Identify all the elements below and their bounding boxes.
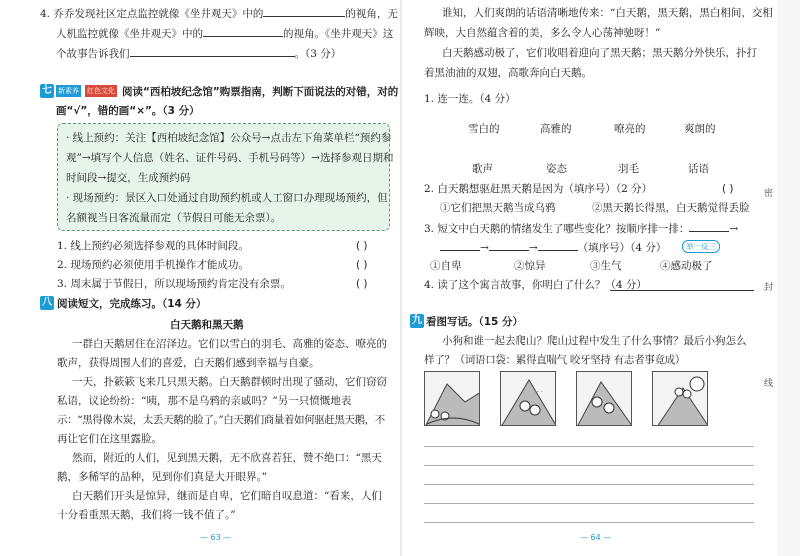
story-line: 示：“黑得像木炭，太丢天鹅的脸了。”白天鹅们商量着如何驱赶黑天鹅，不 (57, 414, 385, 426)
answer-blank[interactable] (263, 6, 345, 17)
story-line: 歌声，获得周围人们的喜爱，白天鹅们感到幸福与自豪。 (57, 357, 320, 369)
mountain-illustration (501, 372, 556, 426)
arrow: → (480, 242, 489, 254)
picture-2 (500, 371, 556, 426)
match-bottom-word[interactable]: 羽毛 (618, 163, 639, 175)
section-8-title: 阅读短文，完成练习。（14 分） (57, 298, 207, 310)
writing-line[interactable] (424, 503, 754, 504)
match-bottom-word[interactable]: 话语 (688, 163, 709, 175)
match-bottom-word[interactable]: 歌声 (472, 163, 493, 175)
q3-option: ④感动极了 (660, 260, 713, 272)
q4-line3 (56, 46, 341, 61)
page-number-right: — 64 — (580, 533, 612, 542)
page-number-left: — 63 — (200, 533, 232, 542)
match-top-word[interactable]: 高雅的 (540, 123, 572, 135)
judge-item-1: 1. 线上预约必须选择参观的具体时间段。 (57, 240, 249, 252)
story-line: 白天鹅们开头是惊异，继而是自卑，它们暗自叹息道：“看来，人们 (72, 490, 382, 502)
answer-blank[interactable] (203, 26, 283, 37)
q4-text: 4. 读了这个寓言故事，你明白了什么？（4 分） (424, 279, 647, 291)
q2-label: 2. 白天鹅想驱赶黑天鹅是因为（填序号）（2 分） (424, 183, 653, 195)
q3-text: 3. 短文中白天鹅的情绪发生了哪些变化？按顺序排一排： (424, 223, 690, 235)
story-line: 着黑油油的双翅，高歌奔向白天鹅。 (424, 67, 592, 79)
mountain-illustration (653, 372, 708, 426)
story-line: 一天，扑簌簌飞来几只黑天鹅。白天鹅群顿时出现了骚动，它们窃窃 (72, 376, 387, 388)
q2-option-2: ②黑天鹅长得黑，白天鹅觉得丢脸 (592, 202, 750, 214)
match-top-word[interactable]: 嘹亮的 (614, 123, 646, 135)
q4-text: 4. 乔乔发现社区定点监控就像《坐井观天》中的 (40, 8, 264, 20)
q4-score: 。（3 分） (294, 48, 342, 60)
section-7-title-line1: 阅读“西柏坡纪念馆”购票指南，判断下面说法的对错，对的 (122, 86, 399, 98)
picture-3 (576, 371, 632, 426)
q1-label: 1. 连一连。（4 分） (424, 93, 516, 105)
tag-red-culture: 红色文化 (87, 87, 115, 95)
picture-4 (652, 371, 708, 426)
answer-paren[interactable]: ( ) (356, 278, 368, 290)
q4-text: 个故事告诉我们 (56, 48, 130, 60)
q3-text: （填序号）（4 分） (577, 242, 667, 254)
q4-line2 (56, 26, 393, 41)
answer-blank[interactable] (440, 240, 480, 251)
section-9-title: 看图写话。（15 分） (426, 316, 524, 328)
judge-item-2: 2. 现场预约必须使用手机操作才能成功。 (57, 259, 249, 271)
q3-option: ①自卑 (430, 260, 462, 272)
binding-margin (778, 0, 800, 556)
q3-option: ②惊异 (514, 260, 546, 272)
match-bottom-word[interactable]: 姿态 (546, 163, 567, 175)
writing-line[interactable] (424, 465, 754, 466)
story-line: 谁知，人们爽朗的话语清晰地传来：“白天鹅，黑天鹅，黑白相间，交相 (442, 7, 773, 19)
q3-line1 (424, 221, 738, 236)
badge-extend: 举一反三 (682, 240, 720, 253)
writing-line[interactable] (424, 484, 754, 485)
q3-line2 (440, 240, 666, 255)
story-line: 一群白天鹅居住在沼泽边。它们以雪白的羽毛、高雅的姿态、嘹亮的 (72, 338, 387, 350)
story-line: 然而，附近的人们，见到黑天鹅，无不欣喜若狂，赞不绝口：“黑天 (72, 452, 382, 464)
section-number-9: 九 (412, 315, 422, 326)
mountain-illustration (577, 372, 632, 426)
seal-label: 密 (764, 189, 774, 199)
section-9-prompt: 小狗和谁一起去爬山？爬山过程中发生了什么事情？最后小狗怎么 (442, 335, 747, 347)
story-line: 白天鹅感动极了，它们收唱着迎向了黑天鹅；黑天鹅分外快乐，扑打 (442, 47, 757, 59)
answer-paren[interactable]: ( ) (356, 259, 368, 271)
section-9-prompt: 样了？（词语口袋：累得直喘气 咬牙坚持 有志者事竟成） (424, 354, 686, 366)
mountain-illustration (425, 372, 480, 426)
story-title: 白天鹅和黑天鹅 (170, 319, 244, 331)
match-top-word[interactable]: 爽朗的 (684, 123, 716, 135)
section-number-7: 七 (42, 85, 52, 96)
story-line: 鹅，多稀罕的品种，见到你们真是大开眼界。” (57, 471, 268, 483)
answer-line[interactable] (610, 290, 754, 291)
story-line: 私语，议论纷纷：“咦，那不是乌鸦的亲戚吗？”另一只愤慨地表 (57, 395, 352, 407)
section-number-8: 八 (42, 297, 52, 308)
info-line: 时间段→提交，生成预约码 (66, 172, 191, 184)
writing-line[interactable] (424, 522, 754, 523)
picture-1 (424, 371, 480, 426)
story-line: 再让它们在这里露脸。 (57, 433, 162, 445)
story-line: 辉映，大自然蕴含着的美，多么令人心荡神驰呀！” (424, 27, 661, 39)
section-7-title-line2: 画“√”，错的画“×”。（3 分） (56, 105, 200, 117)
answer-blank[interactable] (130, 46, 295, 57)
tag-new-literacy: 新素养 (58, 87, 79, 95)
answer-blank[interactable] (538, 240, 578, 251)
story-line: 十分看重黑天鹅，我们将一钱不值了。” (57, 509, 236, 521)
answer-blank[interactable] (689, 221, 729, 232)
q2-option-1: ①它们把黑天鹅当成乌鸦 (440, 202, 556, 214)
answer-paren[interactable]: ( ) (356, 240, 368, 252)
answer-paren[interactable]: ( ) (722, 183, 734, 195)
q4-text: 的视角，无 (345, 8, 398, 20)
arrow: → (528, 242, 538, 254)
q4-line1 (40, 6, 398, 21)
arrow: → (729, 223, 739, 235)
judge-item-3: 3. 周末属于节假日，所以现场预约肯定没有余票。 (57, 278, 291, 290)
seal-label: 封 (764, 283, 774, 293)
info-line: 名额视当日客流量而定（节假日可能无余票）。 (66, 212, 282, 224)
q4-text: 人机监控就像《坐井观天》中的 (56, 28, 203, 40)
svg-text:. .: . . (537, 387, 543, 394)
q3-option: ③生气 (590, 260, 622, 272)
info-line: 观”→填写个人信息（姓名、证件号码、手机号码等）→选择参观日期和 (66, 152, 394, 164)
q4-text: 的视角。《坐井观天》这 (283, 28, 394, 40)
writing-line[interactable] (424, 446, 754, 447)
seal-label: 线 (764, 379, 774, 389)
answer-blank[interactable] (489, 240, 529, 251)
match-top-word[interactable]: 雪白的 (468, 123, 500, 135)
info-line: · 现场预约：景区入口处通过自助预约机或人工窗口办理现场预约，但 (66, 192, 388, 204)
info-line: · 线上预约：关注【西柏坡纪念馆】公众号→点击左下角菜单栏“预约参 (66, 132, 392, 144)
